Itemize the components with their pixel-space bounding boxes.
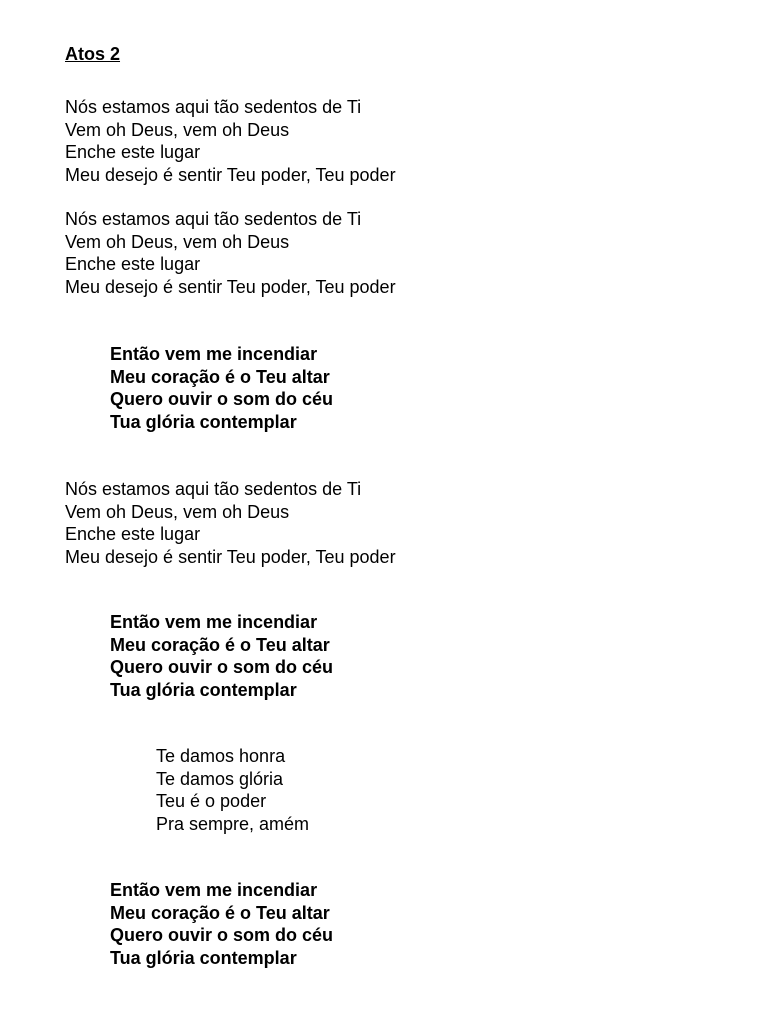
lyric-line: Meu coração é o Teu altar	[110, 902, 330, 923]
lyric-line: Te damos glória	[156, 768, 284, 789]
verse-stanza	[65, 96, 396, 186]
page-title: Atos 2	[65, 44, 121, 64]
lyric-line: Vem oh Deus, vem oh Deus	[65, 119, 290, 140]
lyric-line: Tua glória contemplar	[110, 947, 297, 968]
lyric-line: Enche este lugar	[65, 142, 201, 162]
lyric-line: Meu desejo é sentir Teu poder, Teu poder	[65, 276, 396, 297]
lyric-line: Nós estamos aqui tão sedentos de Ti	[65, 209, 362, 229]
lyric-line: Quero ouvir o som do céu	[110, 925, 334, 945]
lyric-line: Enche este lugar	[65, 524, 201, 544]
lyric-line: Quero ouvir o som do céu	[110, 389, 334, 409]
verse-stanza	[65, 208, 396, 298]
chorus-stanza	[110, 611, 333, 701]
lyric-line: Nós estamos aqui tão sedentos de Ti	[65, 479, 362, 499]
lyric-line: Meu coração é o Teu altar	[110, 366, 330, 387]
lyric-line: Tua glória contemplar	[110, 679, 297, 700]
lyric-line: Quero ouvir o som do céu	[110, 657, 334, 677]
lyric-line: Pra sempre, amém	[156, 813, 310, 834]
verse-stanza	[65, 478, 396, 568]
bridge-stanza	[156, 745, 309, 835]
lyric-line: Enche este lugar	[65, 254, 201, 274]
lyric-line: Vem oh Deus, vem oh Deus	[65, 231, 290, 252]
lyric-line: Teu é o poder	[156, 791, 267, 811]
lyric-line: Meu coração é o Teu altar	[110, 634, 330, 655]
lyric-line: Então vem me incendiar	[110, 344, 318, 364]
chorus-stanza	[110, 879, 333, 969]
chorus-stanza	[110, 343, 333, 433]
lyric-line: Meu desejo é sentir Teu poder, Teu poder	[65, 546, 396, 567]
lyric-line: Nós estamos aqui tão sedentos de Ti	[65, 97, 362, 117]
lyric-line: Te damos honra	[156, 746, 286, 766]
lyric-line: Então vem me incendiar	[110, 880, 318, 900]
lyric-line: Então vem me incendiar	[110, 612, 318, 632]
lyric-line: Tua glória contemplar	[110, 411, 297, 432]
lyric-line: Vem oh Deus, vem oh Deus	[65, 501, 290, 522]
lyric-line: Meu desejo é sentir Teu poder, Teu poder	[65, 164, 396, 185]
